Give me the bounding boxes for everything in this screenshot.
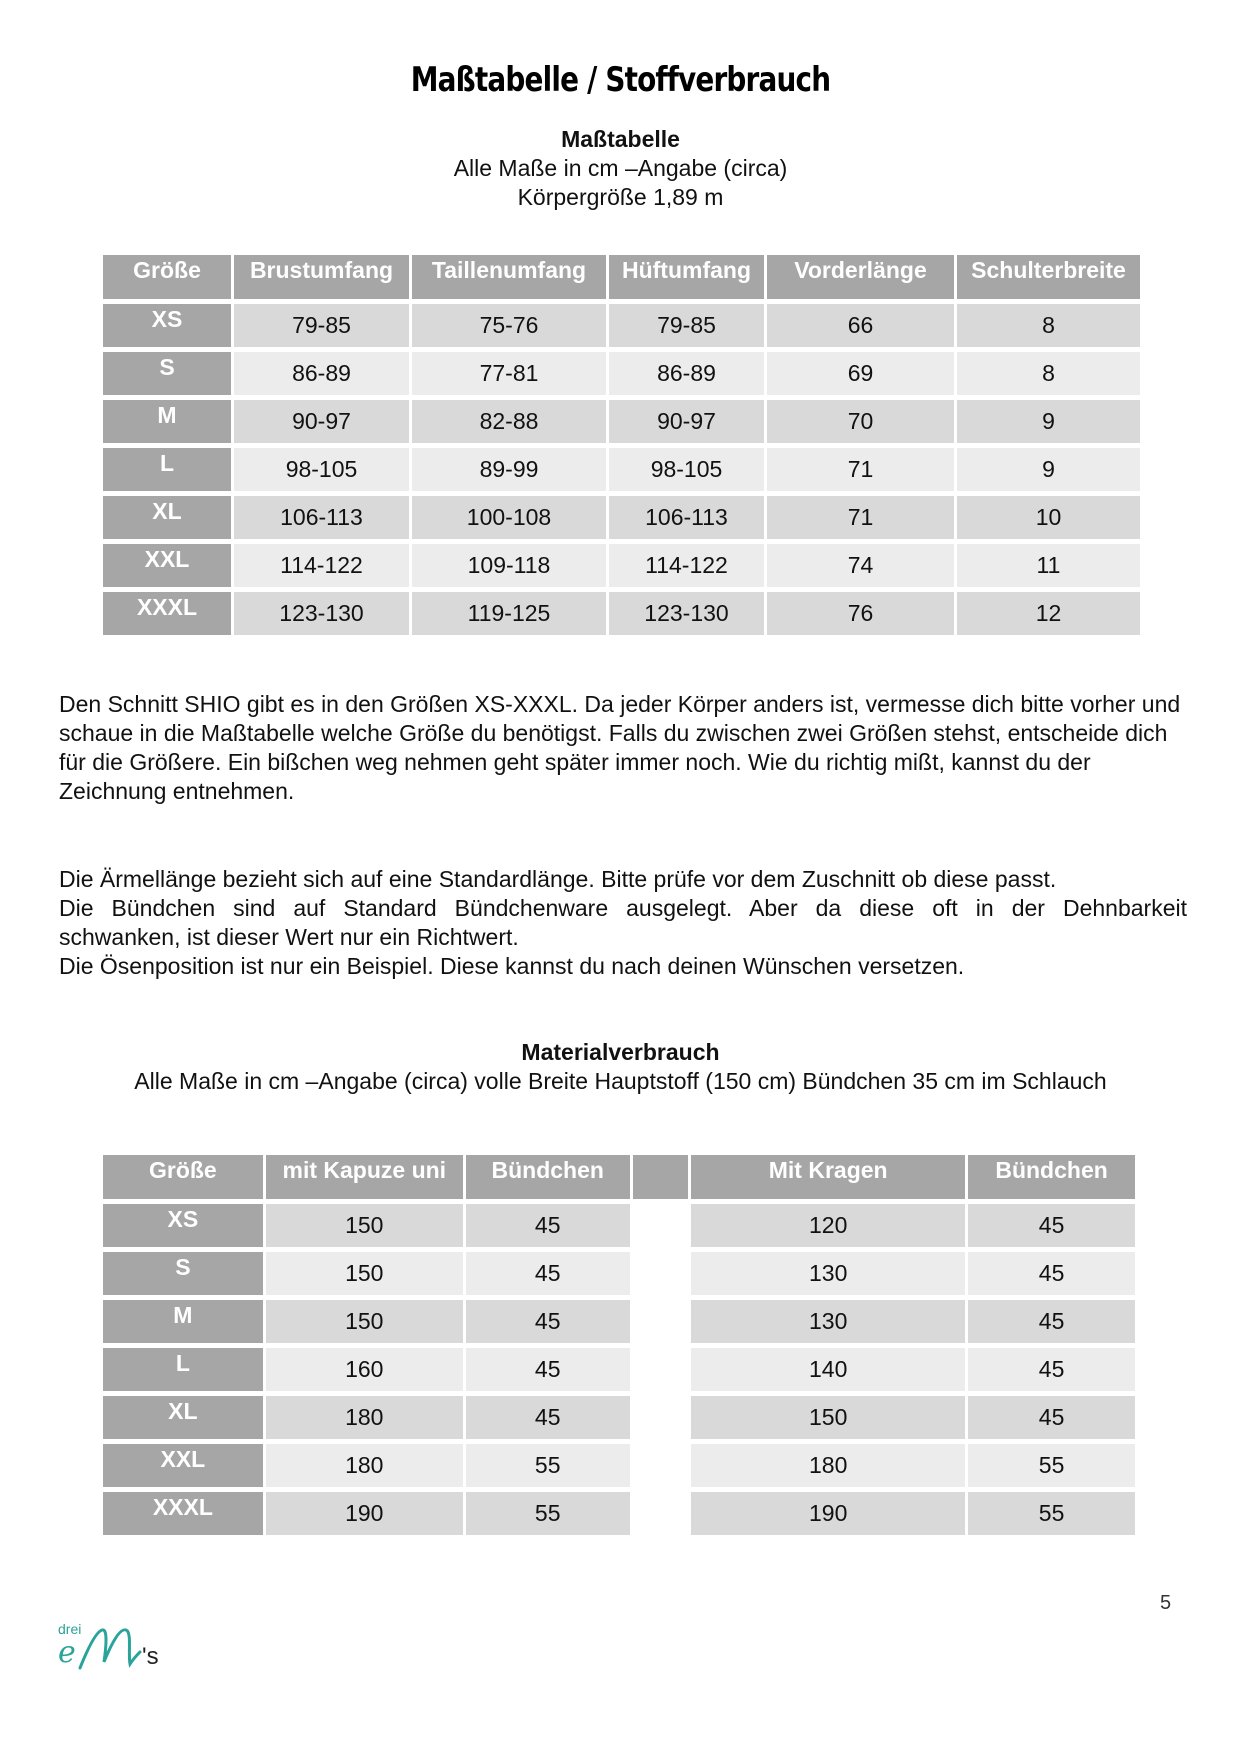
spacer-cell <box>633 1300 689 1343</box>
size-cell: XS <box>103 1204 263 1247</box>
measure-table <box>100 250 1143 640</box>
table-row <box>103 1252 1135 1295</box>
measure-header-1: Brustumfang <box>234 255 409 299</box>
value-cell: 12 <box>957 592 1140 635</box>
measure-subline-1: Alle Maße in cm –Angabe (circa) <box>453 155 788 181</box>
value-cell: 130 <box>691 1252 965 1295</box>
value-cell: 114-122 <box>234 544 409 587</box>
spacer-cell <box>633 1396 689 1439</box>
value-cell: 45 <box>968 1348 1135 1391</box>
size-cell: M <box>103 400 231 443</box>
value-cell: 106-113 <box>234 496 409 539</box>
value-cell: 86-89 <box>234 352 409 395</box>
material-section-header <box>0 1038 1241 1096</box>
value-cell: 76 <box>767 592 954 635</box>
measure-header-0: Größe <box>103 255 231 299</box>
value-cell: 71 <box>767 496 954 539</box>
value-cell: 119-125 <box>412 592 606 635</box>
value-cell: 79-85 <box>234 304 409 347</box>
value-cell: 100-108 <box>412 496 606 539</box>
value-cell: 150 <box>266 1252 463 1295</box>
value-cell: 114-122 <box>609 544 764 587</box>
drei-ems-logo <box>56 1618 166 1678</box>
value-cell: 45 <box>466 1252 630 1295</box>
value-cell: 77-81 <box>412 352 606 395</box>
value-cell: 9 <box>957 448 1140 491</box>
table-row <box>103 1348 1135 1391</box>
value-cell: 150 <box>266 1204 463 1247</box>
notes-line-3: schwanken, ist dieser Wert nur ein Richtwert. <box>59 924 519 950</box>
measure-header-2: Taillenumfang <box>412 255 606 299</box>
material-header-3 <box>633 1155 689 1199</box>
material-heading: Materialverbrauch <box>521 1039 720 1065</box>
spacer-cell <box>633 1204 689 1247</box>
size-cell: S <box>103 352 231 395</box>
value-cell: 45 <box>466 1204 630 1247</box>
table-row <box>103 1396 1135 1439</box>
table-row <box>103 352 1140 395</box>
page-number: 5 <box>1160 1592 1172 1614</box>
size-cell: XXL <box>103 544 231 587</box>
value-cell: 75-76 <box>412 304 606 347</box>
measure-header-row <box>103 255 1140 299</box>
value-cell: 123-130 <box>609 592 764 635</box>
value-cell: 86-89 <box>609 352 764 395</box>
spacer-cell <box>633 1348 689 1391</box>
spacer-cell <box>633 1444 689 1487</box>
measure-header-3: Hüftumfang <box>609 255 764 299</box>
spacer-cell <box>633 1492 689 1535</box>
notes-line-4: Die Ösenposition ist nur ein Beispiel. Diese kannst du nach deinen Wünschen versetzen. <box>59 953 965 979</box>
material-header-5: Bündchen <box>968 1155 1135 1199</box>
value-cell: 55 <box>466 1444 630 1487</box>
value-cell: 71 <box>767 448 954 491</box>
value-cell: 190 <box>266 1492 463 1535</box>
value-cell: 69 <box>767 352 954 395</box>
size-cell: L <box>103 1348 263 1391</box>
table-row <box>103 1492 1135 1535</box>
measure-header-5: Schulterbreite <box>957 255 1140 299</box>
value-cell: 10 <box>957 496 1140 539</box>
value-cell: 180 <box>266 1444 463 1487</box>
value-cell: 150 <box>266 1300 463 1343</box>
measure-heading: Maßtabelle <box>561 126 680 152</box>
value-cell: 45 <box>466 1300 630 1343</box>
svg-text:'s: 's <box>142 1643 159 1670</box>
value-cell: 90-97 <box>609 400 764 443</box>
logo-small-text: drei <box>58 1621 82 1637</box>
spacer-cell <box>633 1252 689 1295</box>
notes-line-1: Die Ärmellänge bezieht sich auf eine Standardlänge. Bitte prüfe vor dem Zuschnitt ob diese passt. <box>59 866 1057 892</box>
value-cell: 150 <box>691 1396 965 1439</box>
value-cell: 130 <box>691 1300 965 1343</box>
value-cell: 90-97 <box>234 400 409 443</box>
material-header-4: Mit Kragen <box>691 1155 965 1199</box>
value-cell: 45 <box>466 1348 630 1391</box>
table-row <box>103 1300 1135 1343</box>
value-cell: 45 <box>968 1204 1135 1247</box>
size-cell: M <box>103 1300 263 1343</box>
material-subline: Alle Maße in cm –Angabe (circa) volle Breite Hauptstoff (150 cm) Bündchen 35 cm im Schlauch <box>134 1068 1107 1094</box>
size-cell: XXXL <box>103 1492 263 1535</box>
size-cell: S <box>103 1252 263 1295</box>
value-cell: 120 <box>691 1204 965 1247</box>
page-title: Maßtabelle / Stoffverbrauch <box>410 60 831 100</box>
value-cell: 79-85 <box>609 304 764 347</box>
value-cell: 109-118 <box>412 544 606 587</box>
value-cell: 45 <box>968 1300 1135 1343</box>
value-cell: 45 <box>968 1396 1135 1439</box>
size-cell: XXXL <box>103 592 231 635</box>
value-cell: 180 <box>691 1444 965 1487</box>
material-table <box>100 1150 1138 1540</box>
size-cell: XS <box>103 304 231 347</box>
value-cell: 45 <box>968 1252 1135 1295</box>
table-row <box>103 400 1140 443</box>
value-cell: 123-130 <box>234 592 409 635</box>
size-cell: XL <box>103 496 231 539</box>
value-cell: 106-113 <box>609 496 764 539</box>
table-row <box>103 496 1140 539</box>
size-cell: XL <box>103 1396 263 1439</box>
value-cell: 160 <box>266 1348 463 1391</box>
measure-section-header <box>0 125 1241 212</box>
value-cell: 98-105 <box>609 448 764 491</box>
material-header-row <box>103 1155 1135 1199</box>
sizes-paragraph <box>59 690 1187 806</box>
table-row <box>103 1204 1135 1247</box>
table-row <box>103 448 1140 491</box>
sizes-paragraph-text: Den Schnitt SHIO gibt es in den Größen XS-XXXL. Da jeder Körper anders ist, vermesse dich bitte vorher und schaue in die Maßtabelle welche Größe du benötigst. Falls du zwischen zwei Größen stehst, entscheide dich für die Größere. Ein bißchen weg nehmen geht später immer noch. Wie du richtig mißt, kannst du der Zeichnung entnehmen. <box>59 691 1181 804</box>
size-cell: L <box>103 448 231 491</box>
value-cell: 98-105 <box>234 448 409 491</box>
value-cell: 8 <box>957 304 1140 347</box>
value-cell: 9 <box>957 400 1140 443</box>
value-cell: 70 <box>767 400 954 443</box>
value-cell: 55 <box>968 1492 1135 1535</box>
value-cell: 11 <box>957 544 1140 587</box>
value-cell: 55 <box>968 1444 1135 1487</box>
material-header-0: Größe <box>103 1155 263 1199</box>
value-cell: 140 <box>691 1348 965 1391</box>
value-cell: 180 <box>266 1396 463 1439</box>
measure-header-4: Vorderlänge <box>767 255 954 299</box>
table-row <box>103 544 1140 587</box>
table-row <box>103 1444 1135 1487</box>
notes-line-2: Die Bündchen sind auf Standard Bündchenware ausgelegt. Aber da diese oft in der Dehnbarkeit <box>59 895 1187 921</box>
value-cell: 45 <box>466 1396 630 1439</box>
svg-text:e: e <box>58 1635 76 1670</box>
material-header-2: Bündchen <box>466 1155 630 1199</box>
value-cell: 74 <box>767 544 954 587</box>
material-header-1: mit Kapuze uni <box>266 1155 463 1199</box>
value-cell: 66 <box>767 304 954 347</box>
notes-paragraph <box>59 865 1187 981</box>
table-row <box>103 304 1140 347</box>
value-cell: 55 <box>466 1492 630 1535</box>
table-row <box>103 592 1140 635</box>
value-cell: 8 <box>957 352 1140 395</box>
value-cell: 82-88 <box>412 400 606 443</box>
measure-subline-2: Körpergröße 1,89 m <box>517 184 724 210</box>
value-cell: 190 <box>691 1492 965 1535</box>
value-cell: 89-99 <box>412 448 606 491</box>
size-cell: XXL <box>103 1444 263 1487</box>
